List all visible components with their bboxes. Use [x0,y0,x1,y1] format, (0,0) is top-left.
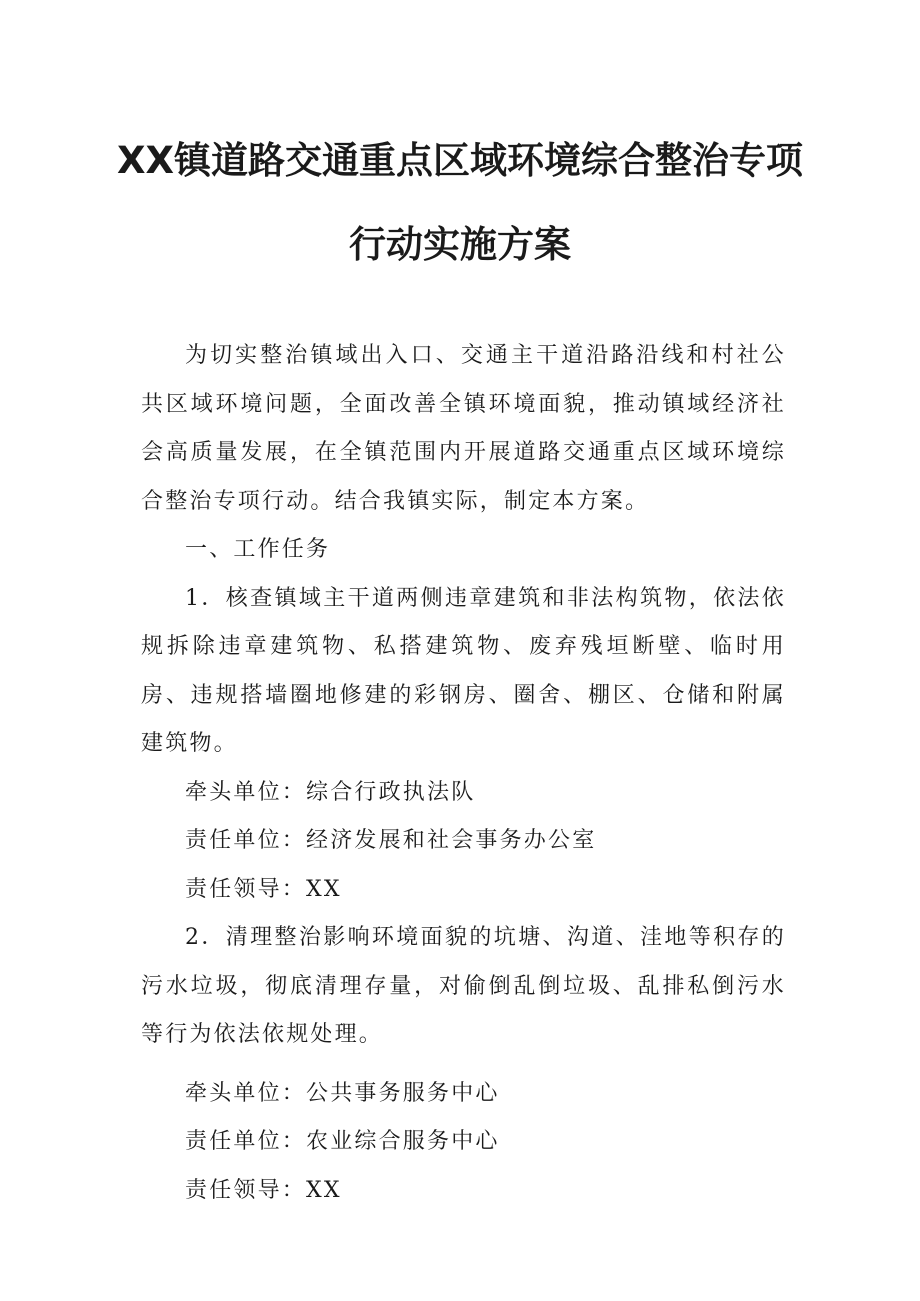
document-title-line-2: 行动实施方案 [349,223,571,266]
document-body [141,332,786,1215]
task-2-lead-unit: 牵头单位：公共事务服务中心 [185,1080,500,1106]
intro-paragraph: 为切实整治镇域出入口、交通主干道沿路沿线和村社公共区域环境问题，全面改善全镇环境面貌，推动镇域经济社会高质量发展，在全镇范围内开展道路交通重点区域环境综合整治专项行动。结合我镇实际，制定本方案。 [141,343,786,514]
task-2-responsible-leader: 责任领导：XX [185,1177,342,1203]
task-1-responsible-leader: 责任领导：XX [185,876,342,902]
document-title-line-1: XX镇道路交通重点区域环境综合整治专项 [116,139,804,182]
task-1-lead-unit: 牵头单位：综合行政执法队 [185,779,476,805]
task-1-paragraph: 1．核查镇域主干道两侧违章建筑和非法构筑物，依法依规拆除违章建筑物、私搭建筑物、废弃残垣断壁、临时用房、违规搭墙圈地修建的彩钢房、圈舍、棚区、仓储和附属建筑物。 [141,585,786,756]
section-heading: 一、工作任务 [185,537,331,562]
task-2-paragraph: 2．清理整治影响环境面貌的坑塘、沟道、洼地等积存的污水垃圾，彻底清理存量，对偷倒乱倒垃圾、乱排私倒污水等行为依法依规处理。 [141,925,786,1047]
task-1-responsible-unit: 责任单位：经济发展和社会事务办公室 [185,828,597,853]
task-2-responsible-unit: 责任单位：农业综合服务中心 [185,1129,500,1154]
